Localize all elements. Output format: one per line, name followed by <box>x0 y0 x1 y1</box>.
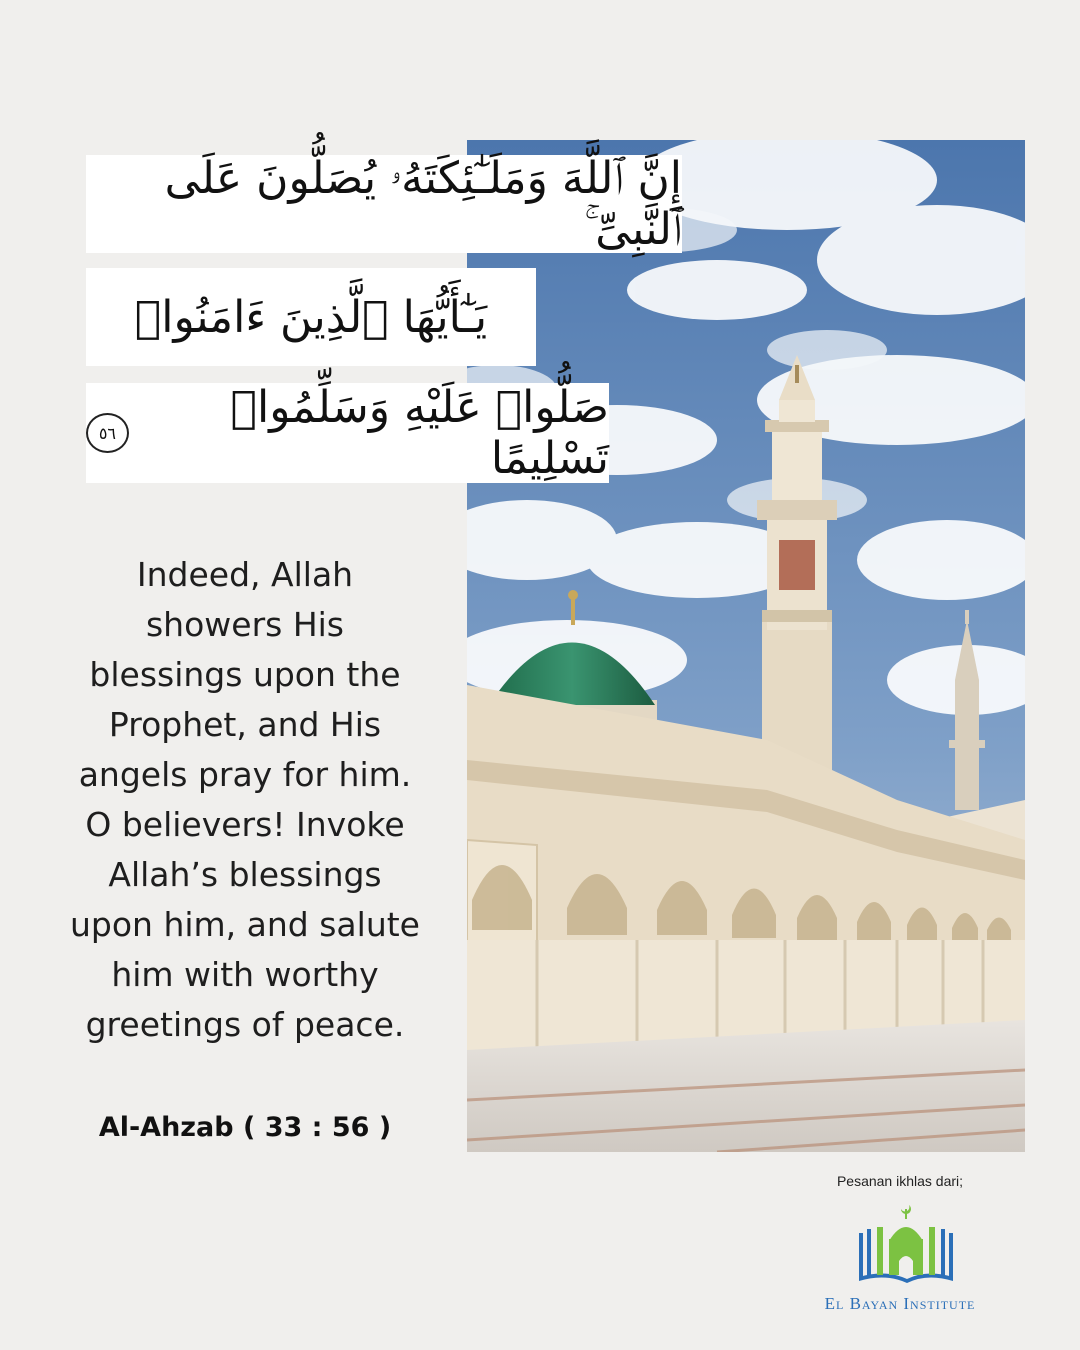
el-bayan-logo-icon <box>855 1205 965 1285</box>
mosque-photo <box>467 140 1025 1152</box>
translation-line: him with worthy <box>111 955 379 994</box>
logo-name: El Bayan Institute <box>824 1294 976 1313</box>
translation-line: O believers! Invoke <box>85 805 405 844</box>
translation-line: angels pray for him. <box>78 755 412 794</box>
translation-line: Prophet, and His <box>108 705 382 744</box>
sender-label: Pesanan ikhlas dari; <box>836 1173 964 1189</box>
ayah-line-3-text: صَلُّوا۟ عَلَيْهِ وَسَلِّمُوا۟ تَسْلِيمًا <box>230 382 609 484</box>
translation-line: blessings upon the <box>89 655 401 694</box>
translation-line: showers His <box>145 605 345 644</box>
ayah-line-3 <box>86 383 609 483</box>
ayah-line-1-text: إِنَّ ٱللَّهَ وَمَلَـٰٓئِكَتَهُۥ يُصَلُّونَ عَلَى ٱلنَّبِىِّ ۚ <box>164 153 682 255</box>
ayah-line-2 <box>86 268 536 366</box>
translation-line: Indeed, Allah <box>136 555 354 594</box>
ayah-line-2-text: يَـٰٓأَيُّهَا ٱلَّذِينَ ءَامَنُوا۟ <box>134 291 488 343</box>
verse-number-marker: ٥٦ <box>86 413 129 453</box>
ayah-line-1 <box>86 155 682 253</box>
translation-line: Allah’s blessings <box>108 855 382 894</box>
surah-reference: Al-Ahzab ( 33 : 56 ) <box>98 1112 392 1143</box>
translation-text <box>40 550 450 1050</box>
translation-line: greetings of peace. <box>85 1005 405 1044</box>
translation-line: upon him, and salute <box>70 905 420 944</box>
